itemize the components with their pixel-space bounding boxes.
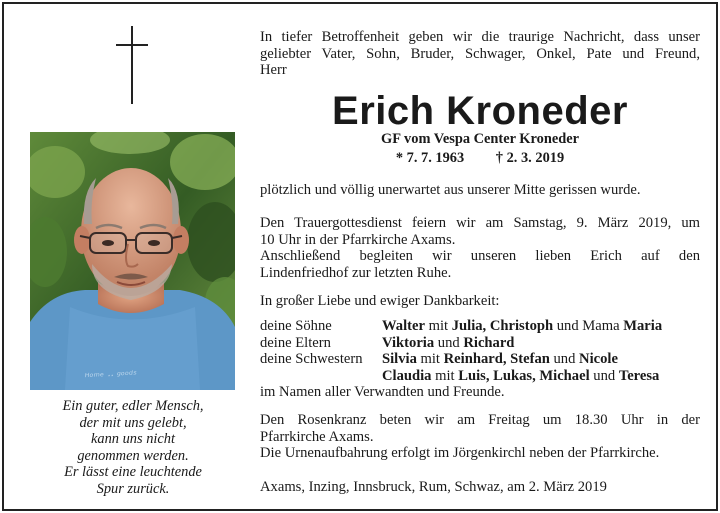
paragraph-gratitude: In großer Liebe und ewiger Dankbarkeit: xyxy=(260,293,500,309)
life-dates xyxy=(260,150,700,166)
motto-line: Spur zurück. xyxy=(96,480,170,497)
cross-vertical-bar xyxy=(131,26,133,104)
cross-icon xyxy=(116,26,148,104)
obituary-notice xyxy=(2,2,718,511)
rosary-line: Die Urnenaufbahrung erfolgt im Jörgenkirchl neben der Pfarrkirche. xyxy=(260,445,660,461)
intro-line: In tiefer Betroffenheit geben wir die traurige Nachricht, dass unser xyxy=(260,29,700,45)
family-names: Silvia mit Reinhard, Stefan und Nicole xyxy=(382,351,618,367)
family-row-sons xyxy=(260,318,700,335)
intro-line: geliebter Vater, Sohn, Bruder, Schwager, Onkel, Pate und Freund, xyxy=(260,45,700,62)
funeral-line: Lindenfriedhof zur letzten Ruhe. xyxy=(260,264,452,281)
portrait-photo xyxy=(30,132,235,390)
intro-line: Herr xyxy=(260,62,287,78)
portrait-illustration xyxy=(30,132,235,390)
family-label: deine Schwestern xyxy=(260,351,363,367)
rosary-line: Pfarrkirche Axams. xyxy=(260,428,374,445)
family-row-sisters xyxy=(260,351,700,368)
motto-line: der mit uns gelebt, xyxy=(79,414,187,431)
birth-date: * 7. 7. 1963 xyxy=(395,150,465,166)
rosary-line: Den Rosenkranz beten wir am Freitag um 18.30 Uhr in der xyxy=(260,412,700,428)
deceased-name: Erich Kroneder xyxy=(332,89,628,133)
motto-line: Er lässt eine leuchtende xyxy=(64,464,202,480)
family-row-sisters-cont xyxy=(260,368,700,385)
motto-verse xyxy=(28,398,238,497)
funeral-line: 10 Uhr in der Pfarrkirche Axams. xyxy=(260,231,456,248)
motto-line: Ein guter, edler Mensch, xyxy=(62,398,204,414)
motto-line: kann uns nicht xyxy=(91,431,175,447)
paragraph-funeral xyxy=(260,215,700,281)
paragraph-passing: plötzlich und völlig unerwartet aus unserer Mitte gerissen wurde. xyxy=(260,182,641,198)
family-list xyxy=(260,318,700,401)
family-row-parents xyxy=(260,335,700,352)
motto-line: genommen werden. xyxy=(77,447,189,464)
cross-horizontal-bar xyxy=(116,44,148,46)
family-names: Claudia mit Luis, Lukas, Michael und Teresa xyxy=(382,367,660,384)
family-label: deine Söhne xyxy=(260,318,332,334)
place-and-date: Axams, Inzing, Innsbruck, Rum, Schwaz, am 2. März 2019 xyxy=(260,479,607,495)
svg-text:ᴴᵒᵐᵉ ·· ᵍᵒᵒᵈˢ: ᴴᵒᵐᵉ ·· ᵍᵒᵒᵈˢ xyxy=(84,369,138,384)
family-names: Walter mit Julia, Christoph und Mama Maria xyxy=(382,318,663,334)
deceased-subtitle: GF vom Vespa Center Kroneder xyxy=(381,131,579,147)
intro-text xyxy=(260,29,700,79)
family-label: deine Eltern xyxy=(260,334,331,351)
death-date: † 2. 3. 2019 xyxy=(495,150,565,166)
paragraph-rosary xyxy=(260,412,700,462)
funeral-line: Den Trauergottesdienst feiern wir am Samstag, 9. März 2019, um xyxy=(260,215,700,231)
relatives-text: im Namen aller Verwandten und Freunde. xyxy=(260,384,505,400)
funeral-line: Anschließend begleiten wir unseren lieben Erich auf den xyxy=(260,248,700,264)
family-row-relatives xyxy=(260,384,700,401)
family-names: Viktoria und Richard xyxy=(382,334,515,351)
